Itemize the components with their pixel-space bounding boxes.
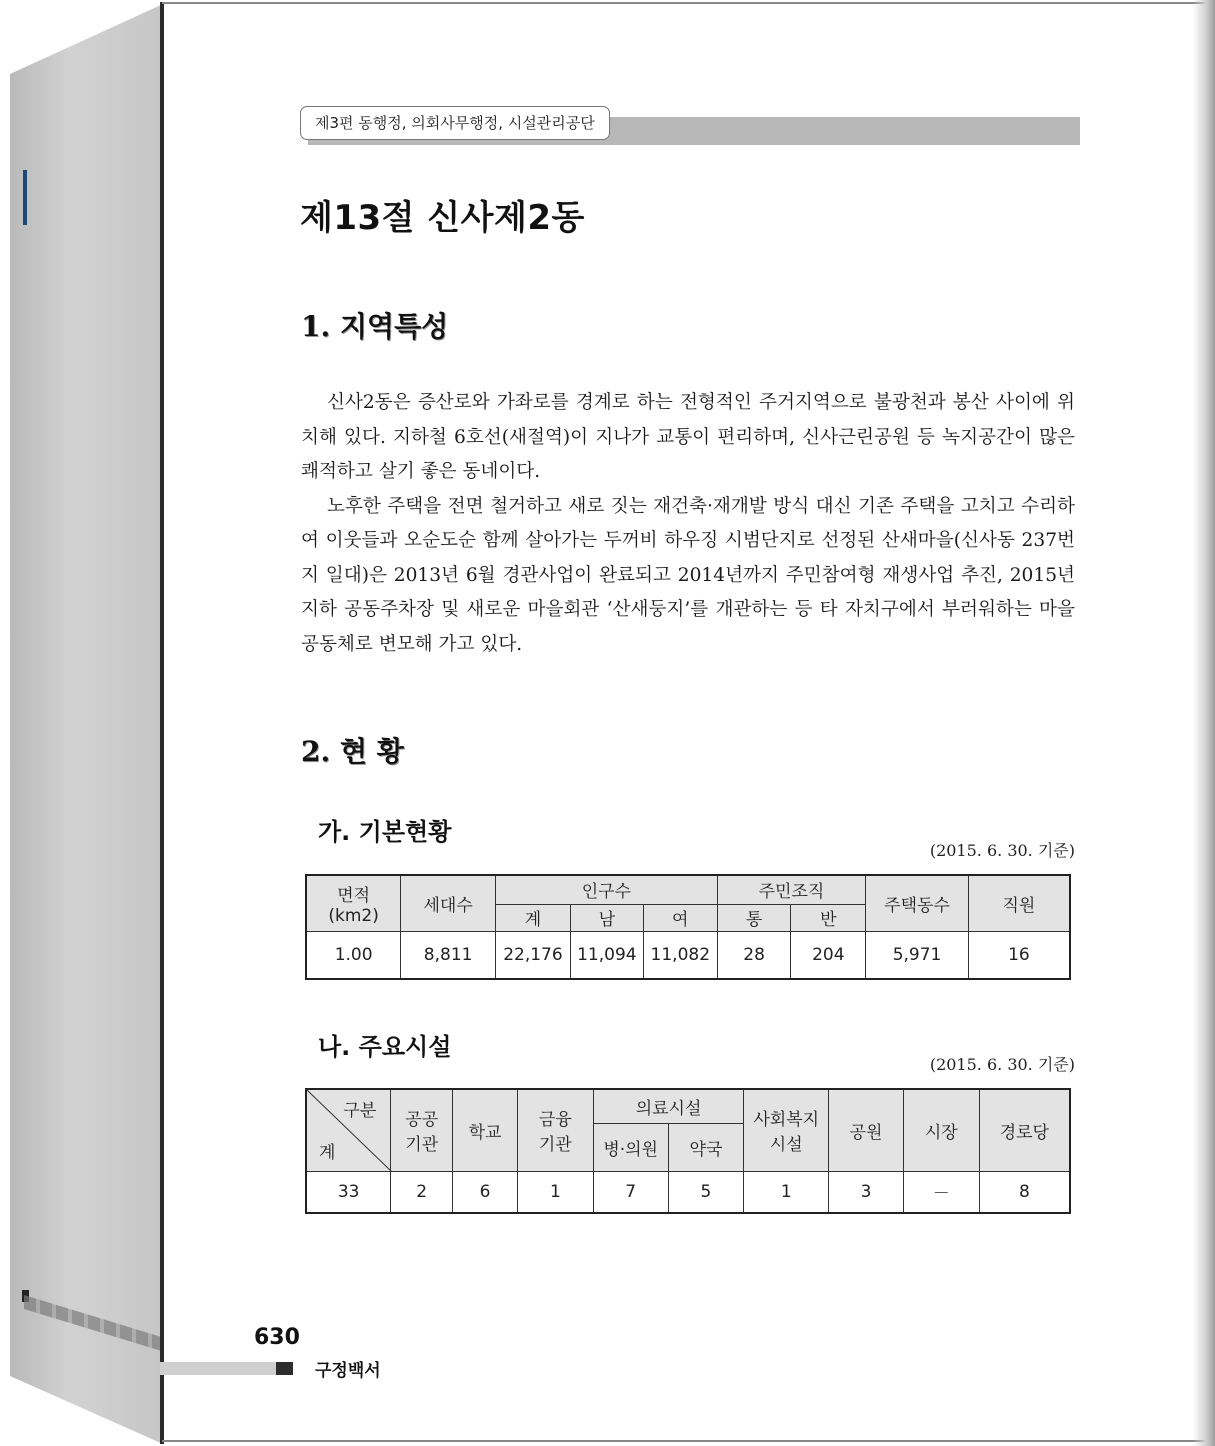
cell-park: 3: [829, 1171, 904, 1213]
cell-pop-male: 11,094: [570, 931, 643, 979]
table-row: [306, 931, 1070, 979]
header-tong: 통: [717, 904, 791, 931]
header-medical: 의료시설: [593, 1089, 744, 1123]
cell-pop-total: 22,176: [495, 931, 570, 979]
cell-senior: 8: [979, 1171, 1070, 1213]
basis-date: (2015. 6. 30. 기준): [929, 1055, 1075, 1074]
heading-major-facilities: 나. 주요시설: [318, 1033, 452, 1061]
cell-area: 1.00: [306, 931, 401, 979]
header-houses: 주택동수: [866, 875, 969, 931]
cell-welfare: 1: [744, 1171, 829, 1213]
cell-households: 8,811: [401, 931, 496, 979]
page-number: 630: [254, 1325, 300, 1350]
cell-public: 2: [391, 1171, 453, 1213]
heading-region-characteristics: 1. 지역특성: [301, 310, 449, 343]
cell-tong: 28: [717, 931, 791, 979]
cell-staff: 16: [968, 931, 1070, 979]
basis-date: (2015. 6. 30. 기준): [929, 841, 1075, 860]
cell-school: 6: [453, 1171, 518, 1213]
cell-ban: 204: [791, 931, 866, 979]
book-spine: [10, 4, 163, 1444]
header-male: 남: [570, 904, 643, 931]
book-title: 구정백서: [315, 1361, 381, 1381]
cell-houses: 5,971: [866, 931, 969, 979]
header-senior-center: 경로당: [979, 1089, 1070, 1171]
header-ban: 반: [791, 904, 866, 931]
header-category-diagonal: 구분 계: [306, 1089, 391, 1171]
cell-market: －: [903, 1171, 979, 1213]
facilities-table: [305, 1088, 1071, 1214]
header-finance: 금융 기관: [517, 1089, 593, 1171]
footer-bar-accent: [276, 1362, 293, 1375]
paragraph: 신사2동은 증산로와 가좌로를 경계로 하는 전형적인 주거지역으로 불광천과 봉산 사이에 위치해 있다. 지하철 6호선(새절역)이 지나가 교통이 편리하며, 신사근린공원 등 녹지공간이 많은 쾌적하고 살기 좋은 동네이다.: [301, 392, 1075, 482]
heading-status: 2. 현 황: [301, 735, 404, 768]
footer-bar: [160, 1362, 278, 1375]
page-shadow: [1193, 0, 1215, 1446]
cell-pharmacy: 5: [668, 1171, 744, 1213]
header-public-institutions: 공공 기관: [391, 1089, 453, 1171]
region-description: [301, 386, 1075, 662]
section-title: 제13절 신사제2동: [300, 198, 585, 238]
header-school: 학교: [453, 1089, 518, 1171]
header-area: 면적 (km2): [306, 875, 401, 931]
header-park: 공원: [829, 1089, 904, 1171]
spine-bookmark: [23, 170, 27, 225]
cell-finance: 1: [517, 1171, 593, 1213]
header-staff: 직원: [968, 875, 1070, 931]
header-hospital: 병·의원: [593, 1123, 668, 1171]
header-pharmacy: 약국: [668, 1123, 744, 1171]
header-population: 인구수: [495, 875, 717, 904]
chapter-header: 제3편 동행정, 의회사무행정, 시설관리공단: [300, 106, 610, 140]
header-female: 여: [643, 904, 717, 931]
header-total: 계: [495, 904, 570, 931]
heading-basic-status: 가. 기본현황: [318, 818, 452, 846]
cell-hospital: 7: [593, 1171, 668, 1213]
header-welfare: 사회복지 시설: [744, 1089, 829, 1171]
table-row: [306, 1171, 1070, 1213]
header-market: 시장: [903, 1089, 979, 1171]
basic-status-table: [305, 874, 1071, 980]
paragraph: 노후한 주택을 전면 철거하고 새로 짓는 재건축·재개발 방식 대신 기존 주택을 고치고 수리하여 이웃들과 오순도순 함께 살아가는 두꺼비 하우징 시범단지로 선정된 산새마을(신사동 237번지 일대)은 2013년 6월 경관사업이 완료되고 2014년까지 주민참여형 재생사업 추진, 2015년 지하 공동주차장 및 새로운 마을회관 ‘산새둥지’를 개관하는 등 타 자치구에서 부러워하는 마을공동체로 변모해 가고 있다.: [301, 495, 1075, 655]
header-households: 세대수: [401, 875, 496, 931]
header-resident-org: 주민조직: [717, 875, 865, 904]
cell-pop-female: 11,082: [643, 931, 717, 979]
cell-sum: 33: [306, 1171, 391, 1213]
